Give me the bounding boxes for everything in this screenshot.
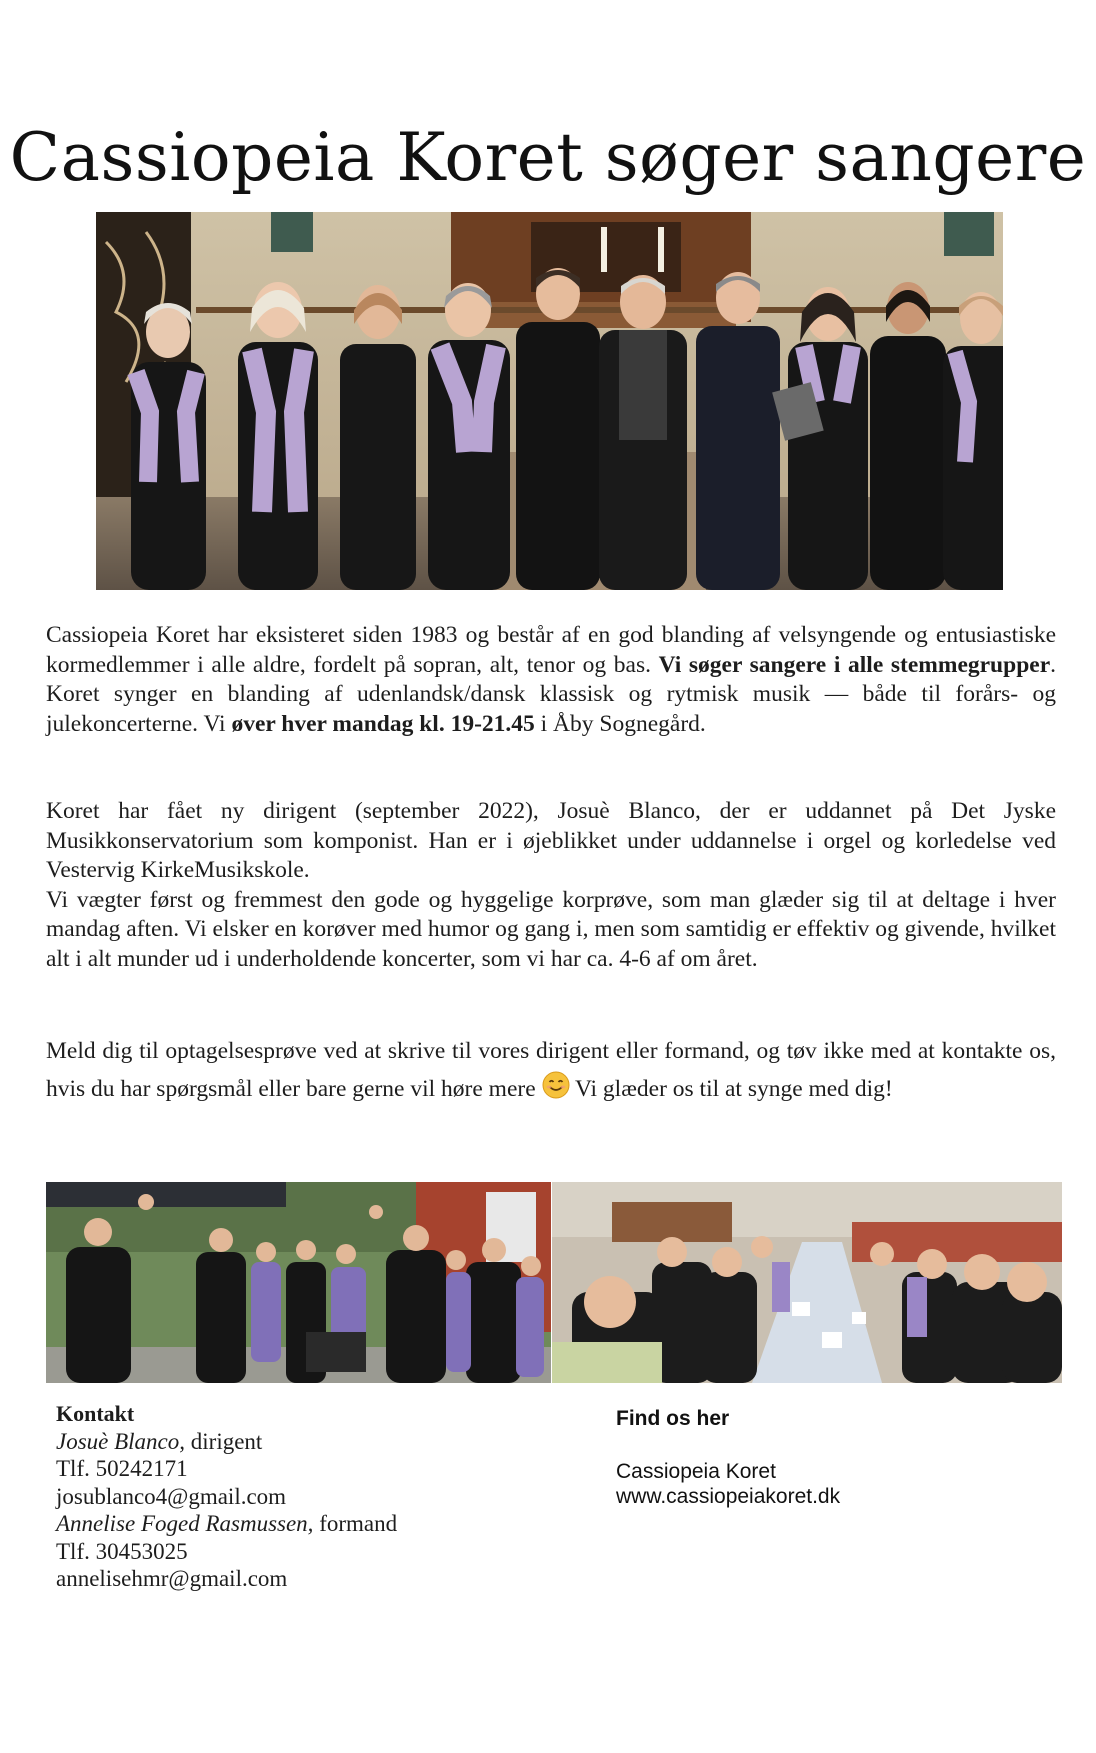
smiling-face-icon — [542, 1071, 570, 1099]
contact-person-2-email[interactable]: annelisehmr@gmail.com — [56, 1566, 288, 1591]
contact-person-2 — [56, 1510, 576, 1538]
signup-paragraph — [46, 1032, 1056, 1108]
contact-person-1-email[interactable]: josublanco4@gmail.com — [56, 1483, 287, 1509]
website-link[interactable]: www.cassiopeiakoret.dk — [616, 1485, 841, 1508]
signup-text-2: Vi glæder os til at synge med dig! — [569, 1076, 893, 1102]
contact-person-1-name: Josuè Blanco, — [56, 1428, 186, 1454]
rehearsal-text: Vi vægter først og fremmest den gode og hyggelige korprøve, som man glæder sig til at deltage i hver mandag aften. Vi elsker en korøver med humor og gang i, men som samtidig er effektiv og givende, hvilket alt i alt munder ud i underholdende koncerter, som vi har ca. 4-6 af om året. — [46, 886, 1056, 972]
page-title: Cassiopeia Koret søger sangere — [9, 119, 1087, 196]
contact-person-2-name: Annelise Foged Rasmussen, — [56, 1511, 314, 1536]
find-us-heading: Find os her — [616, 1407, 730, 1430]
intro-text-3: i Åby Sognegård. — [534, 710, 706, 737]
intro-paragraph — [46, 621, 1056, 739]
contact-person-1-phone: Tlf. 50242171 — [56, 1456, 188, 1481]
intro-bold-rehearsal: øver hver mandag kl. 19-21.45 — [231, 710, 535, 737]
contact-person-2-phone: Tlf. 30453025 — [56, 1538, 188, 1564]
conductor-paragraph — [46, 797, 1056, 974]
dinner-table-photo — [552, 1182, 1062, 1383]
contact-block — [56, 1400, 576, 1593]
find-us-block — [616, 1406, 1056, 1509]
conductor-text: Koret har fået ny dirigent (september 2022), Josuè Blanco, der er uddannet på Det Jyske Musikkonservatorium som komponist. Han er i øjeblikket under uddannelse i orgel og korledelse ved Vestervig KirkeMusikskole. — [46, 798, 1056, 883]
signup-text-1: Meld dig til optagelsesprøve ved at skrive til vores dirigent eller formand, og tøv ikke med at kontakte os, hvis du har spørgsmål eller bare gerne vil høre mere — [46, 1038, 1056, 1102]
contact-person-2-role: formand — [313, 1511, 398, 1536]
contact-person-1 — [56, 1428, 576, 1456]
intro-text-1: Cassiopeia Koret har eksisteret siden 1983 og består af en god blanding af velsyngende og entusiastiske kormedlemmer i alle aldre, fordelt på sopran, alt, tenor og bas. — [46, 622, 1056, 678]
find-us-name: Cassiopeia Koret — [616, 1460, 776, 1483]
contact-heading: Kontakt — [56, 1401, 135, 1426]
outdoor-group-photo — [46, 1182, 551, 1383]
intro-bold-voices: Vi søger sangere i alle stemmegrupper — [658, 651, 1051, 678]
contact-person-1-role: dirigent — [185, 1428, 263, 1454]
choir-group-photo — [96, 212, 1003, 590]
intro-text-2: . Koret synger en blanding af udenlandsk/dansk klassisk og rytmisk musik — både til forårs- og julekoncerterne. Vi — [46, 651, 1057, 737]
